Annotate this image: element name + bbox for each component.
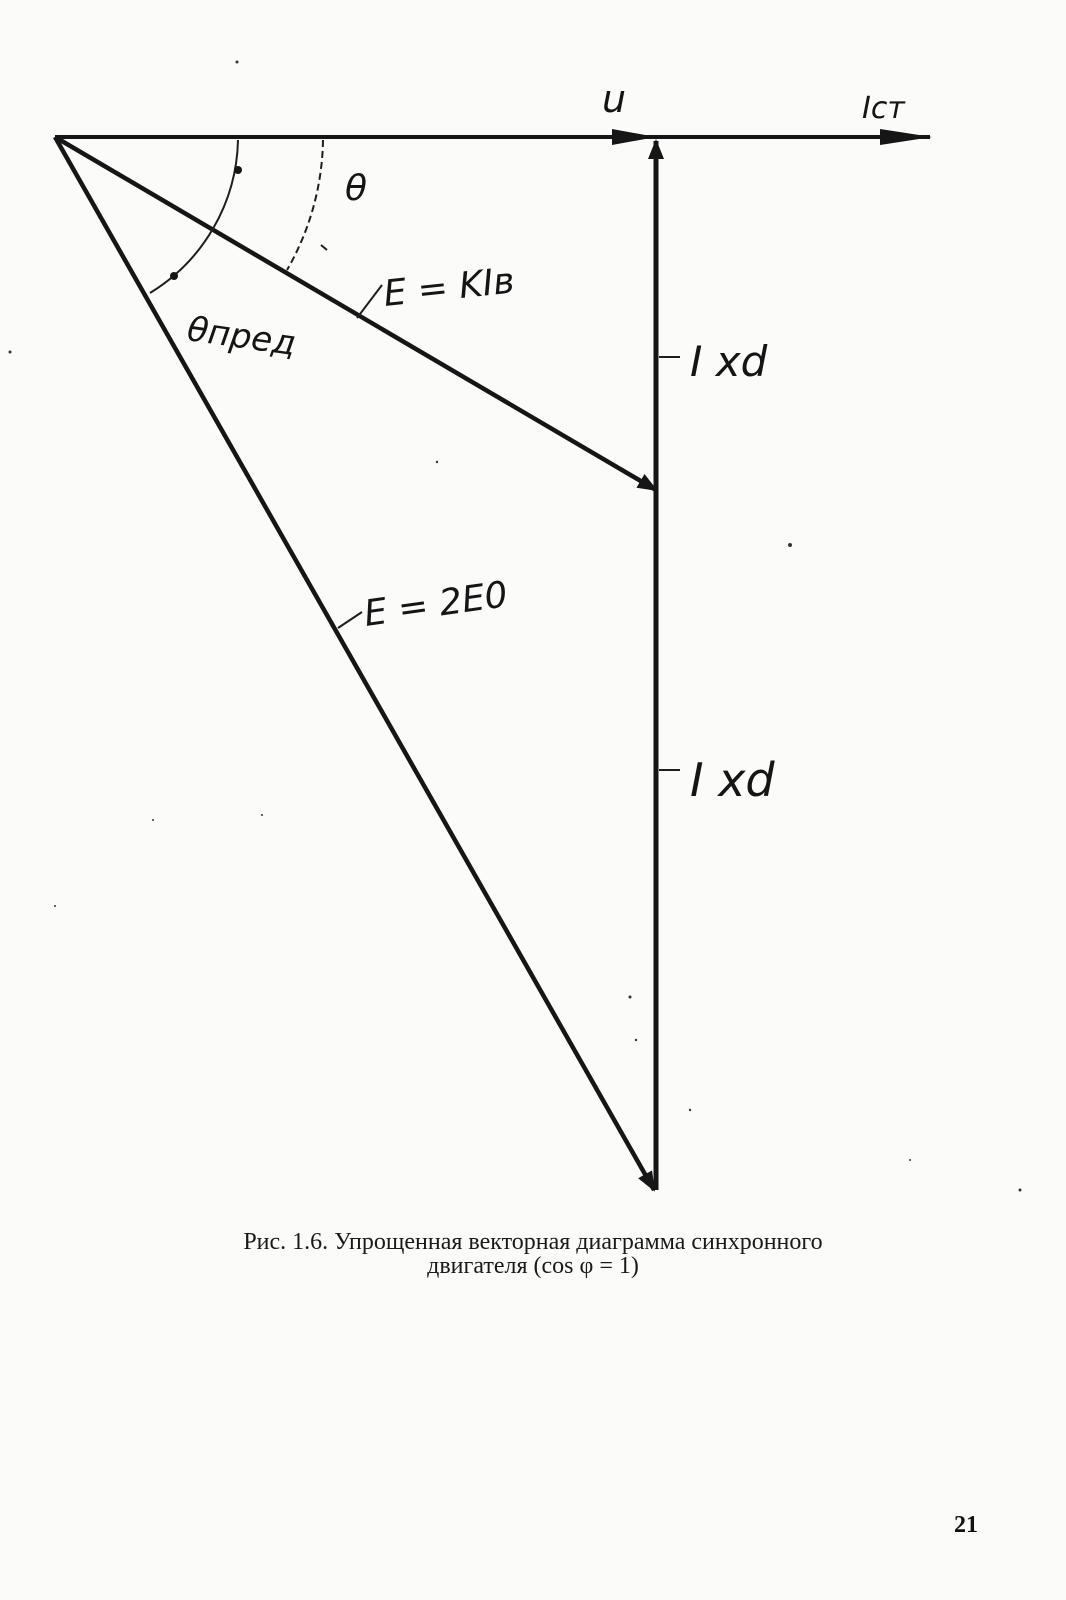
theta-pred-label: θпред — [184, 309, 299, 365]
e-2e0-vector — [55, 137, 654, 1190]
theta-label: θ — [345, 168, 368, 209]
u-arrowhead — [612, 129, 656, 145]
ixd-lower-label: I xd — [690, 753, 775, 807]
caption-line-1: Рис. 1.6. Упрощенная векторная диаграмма синхронного — [243, 1229, 823, 1255]
theta-pred-arc-dot — [234, 166, 242, 174]
page-number: 21 — [954, 1512, 978, 1538]
e-2e0-leader — [338, 612, 362, 628]
theta-angle-arc — [287, 140, 323, 270]
scan-specks — [9, 61, 1022, 1192]
i-ct-arrowhead — [880, 129, 932, 145]
u-label: u — [602, 77, 627, 121]
theta-arc-tick — [321, 245, 327, 250]
figure-caption — [120, 1230, 946, 1278]
i-ct-label: Iст — [862, 91, 905, 126]
e-2e0-label: E = 2E0 — [361, 574, 511, 635]
ixd-upper-label: I xd — [690, 337, 768, 386]
caption-line-2: двигателя (cos φ = 1) — [427, 1253, 639, 1279]
e-kib-label: E = KIв — [381, 260, 517, 315]
theta-pred-arc-dot — [170, 272, 178, 280]
e-kib-leader — [357, 285, 382, 318]
